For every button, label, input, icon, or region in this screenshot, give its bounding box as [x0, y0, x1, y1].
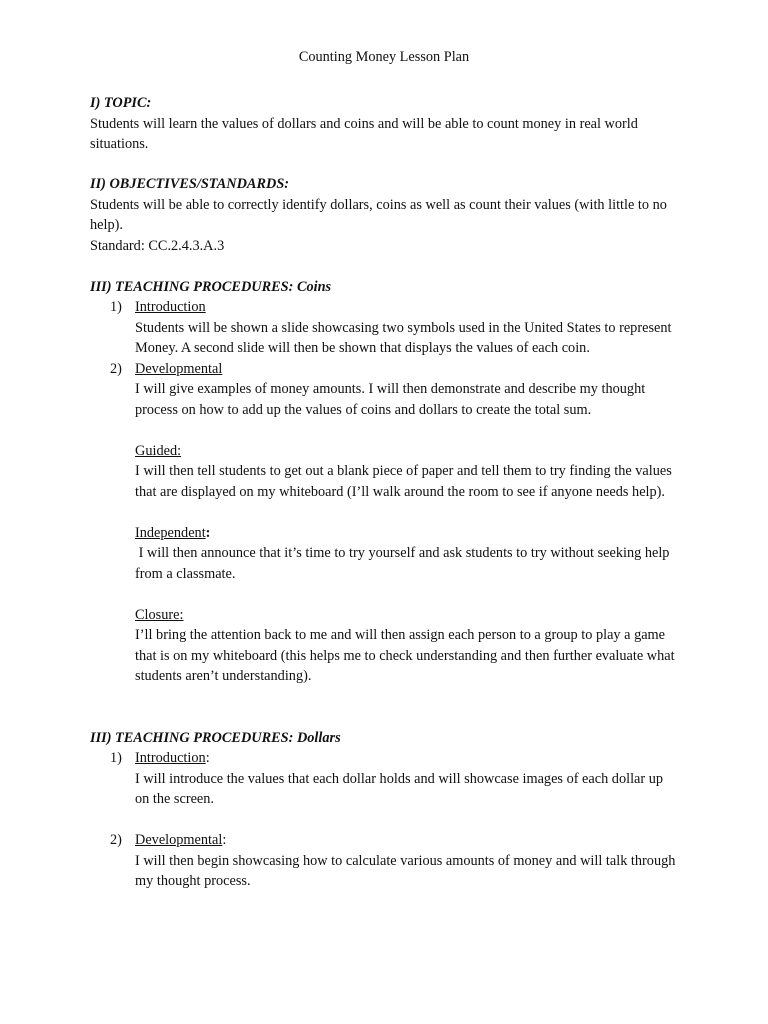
closure-text: I’ll bring the attention back to me and will then assign each person to a group to play a game that is on my whiteboard (this helps me to check understanding and then further evaluate what students aren’t understanding).	[135, 627, 675, 684]
standard-text: Standard: CC.2.4.3.A.3	[90, 237, 225, 254]
coins-heading: III) TEACHING PROCEDURES: Coins	[90, 279, 332, 295]
dollars-developmental-label: Developmental	[135, 832, 223, 848]
item-number: 2)	[110, 360, 122, 377]
document-title: Counting Money Lesson Plan	[298, 49, 470, 65]
coins-developmental-label: Developmental	[135, 360, 223, 377]
guided-text: I will then tell students to get out a blank piece of paper and tell them to try finding the values that are displayed on my whiteboard (I’ll walk around the room to see if anyone needs help).	[135, 463, 672, 500]
coins-intro-text: Students will be shown a slide showcasing two symbols used in the United States to represent Money. A second slide will then be shown that displays the values of each coin.	[135, 319, 672, 356]
coins-heading-row	[90, 277, 690, 298]
list-item	[110, 359, 690, 687]
objectives-heading: II) OBJECTIVES/STANDARDS:	[90, 176, 290, 192]
guided-label: Guided:	[135, 442, 182, 459]
dollars-developmental-colon: :	[222, 832, 227, 848]
coins-developmental-text: I will give examples of money amounts. I will then demonstrate and describe my thought process on how to add up the values of coins and dollars to create the total sum.	[135, 381, 646, 418]
dollars-heading: III) TEACHING PROCEDURES: Dollars	[90, 730, 341, 746]
topic-section	[90, 93, 690, 155]
dollars-intro-colon: :	[205, 750, 210, 766]
list-item	[110, 297, 690, 359]
dollars-developmental-text: I will then begin showcasing how to calculate various amounts of money and will talk through my thought process.	[135, 852, 676, 889]
closure-label: Closure:	[135, 606, 184, 623]
list-item	[110, 748, 690, 830]
dollars-intro-label: Introduction	[135, 750, 206, 766]
objectives-text: Students will be able to correctly identify dollars, coins as well as count their values (with little to no help).	[90, 196, 667, 233]
coins-procedures-list	[110, 297, 690, 687]
list-item	[110, 830, 690, 892]
item-number: 1)	[110, 750, 122, 766]
coins-intro-label: Introduction	[135, 299, 206, 315]
independent-label: Independent	[135, 524, 206, 541]
topic-text: Students will learn the values of dollars and coins and will be able to count money in real world situations.	[90, 115, 638, 152]
dollars-intro-text: I will introduce the values that each dollar holds and will showcase images of each dollar up on the screen.	[135, 770, 664, 807]
topic-heading: I) TOPIC:	[90, 95, 152, 111]
dollars-procedures-list	[110, 748, 690, 892]
independent-text: I will then announce that it’s time to try yourself and ask students to try without seeking help from a classmate.	[135, 545, 674, 582]
objectives-section	[90, 174, 690, 256]
dollars-heading-row	[90, 728, 690, 749]
item-number: 2)	[110, 832, 122, 848]
independent-colon: :	[205, 524, 211, 541]
item-number: 1)	[110, 299, 122, 315]
